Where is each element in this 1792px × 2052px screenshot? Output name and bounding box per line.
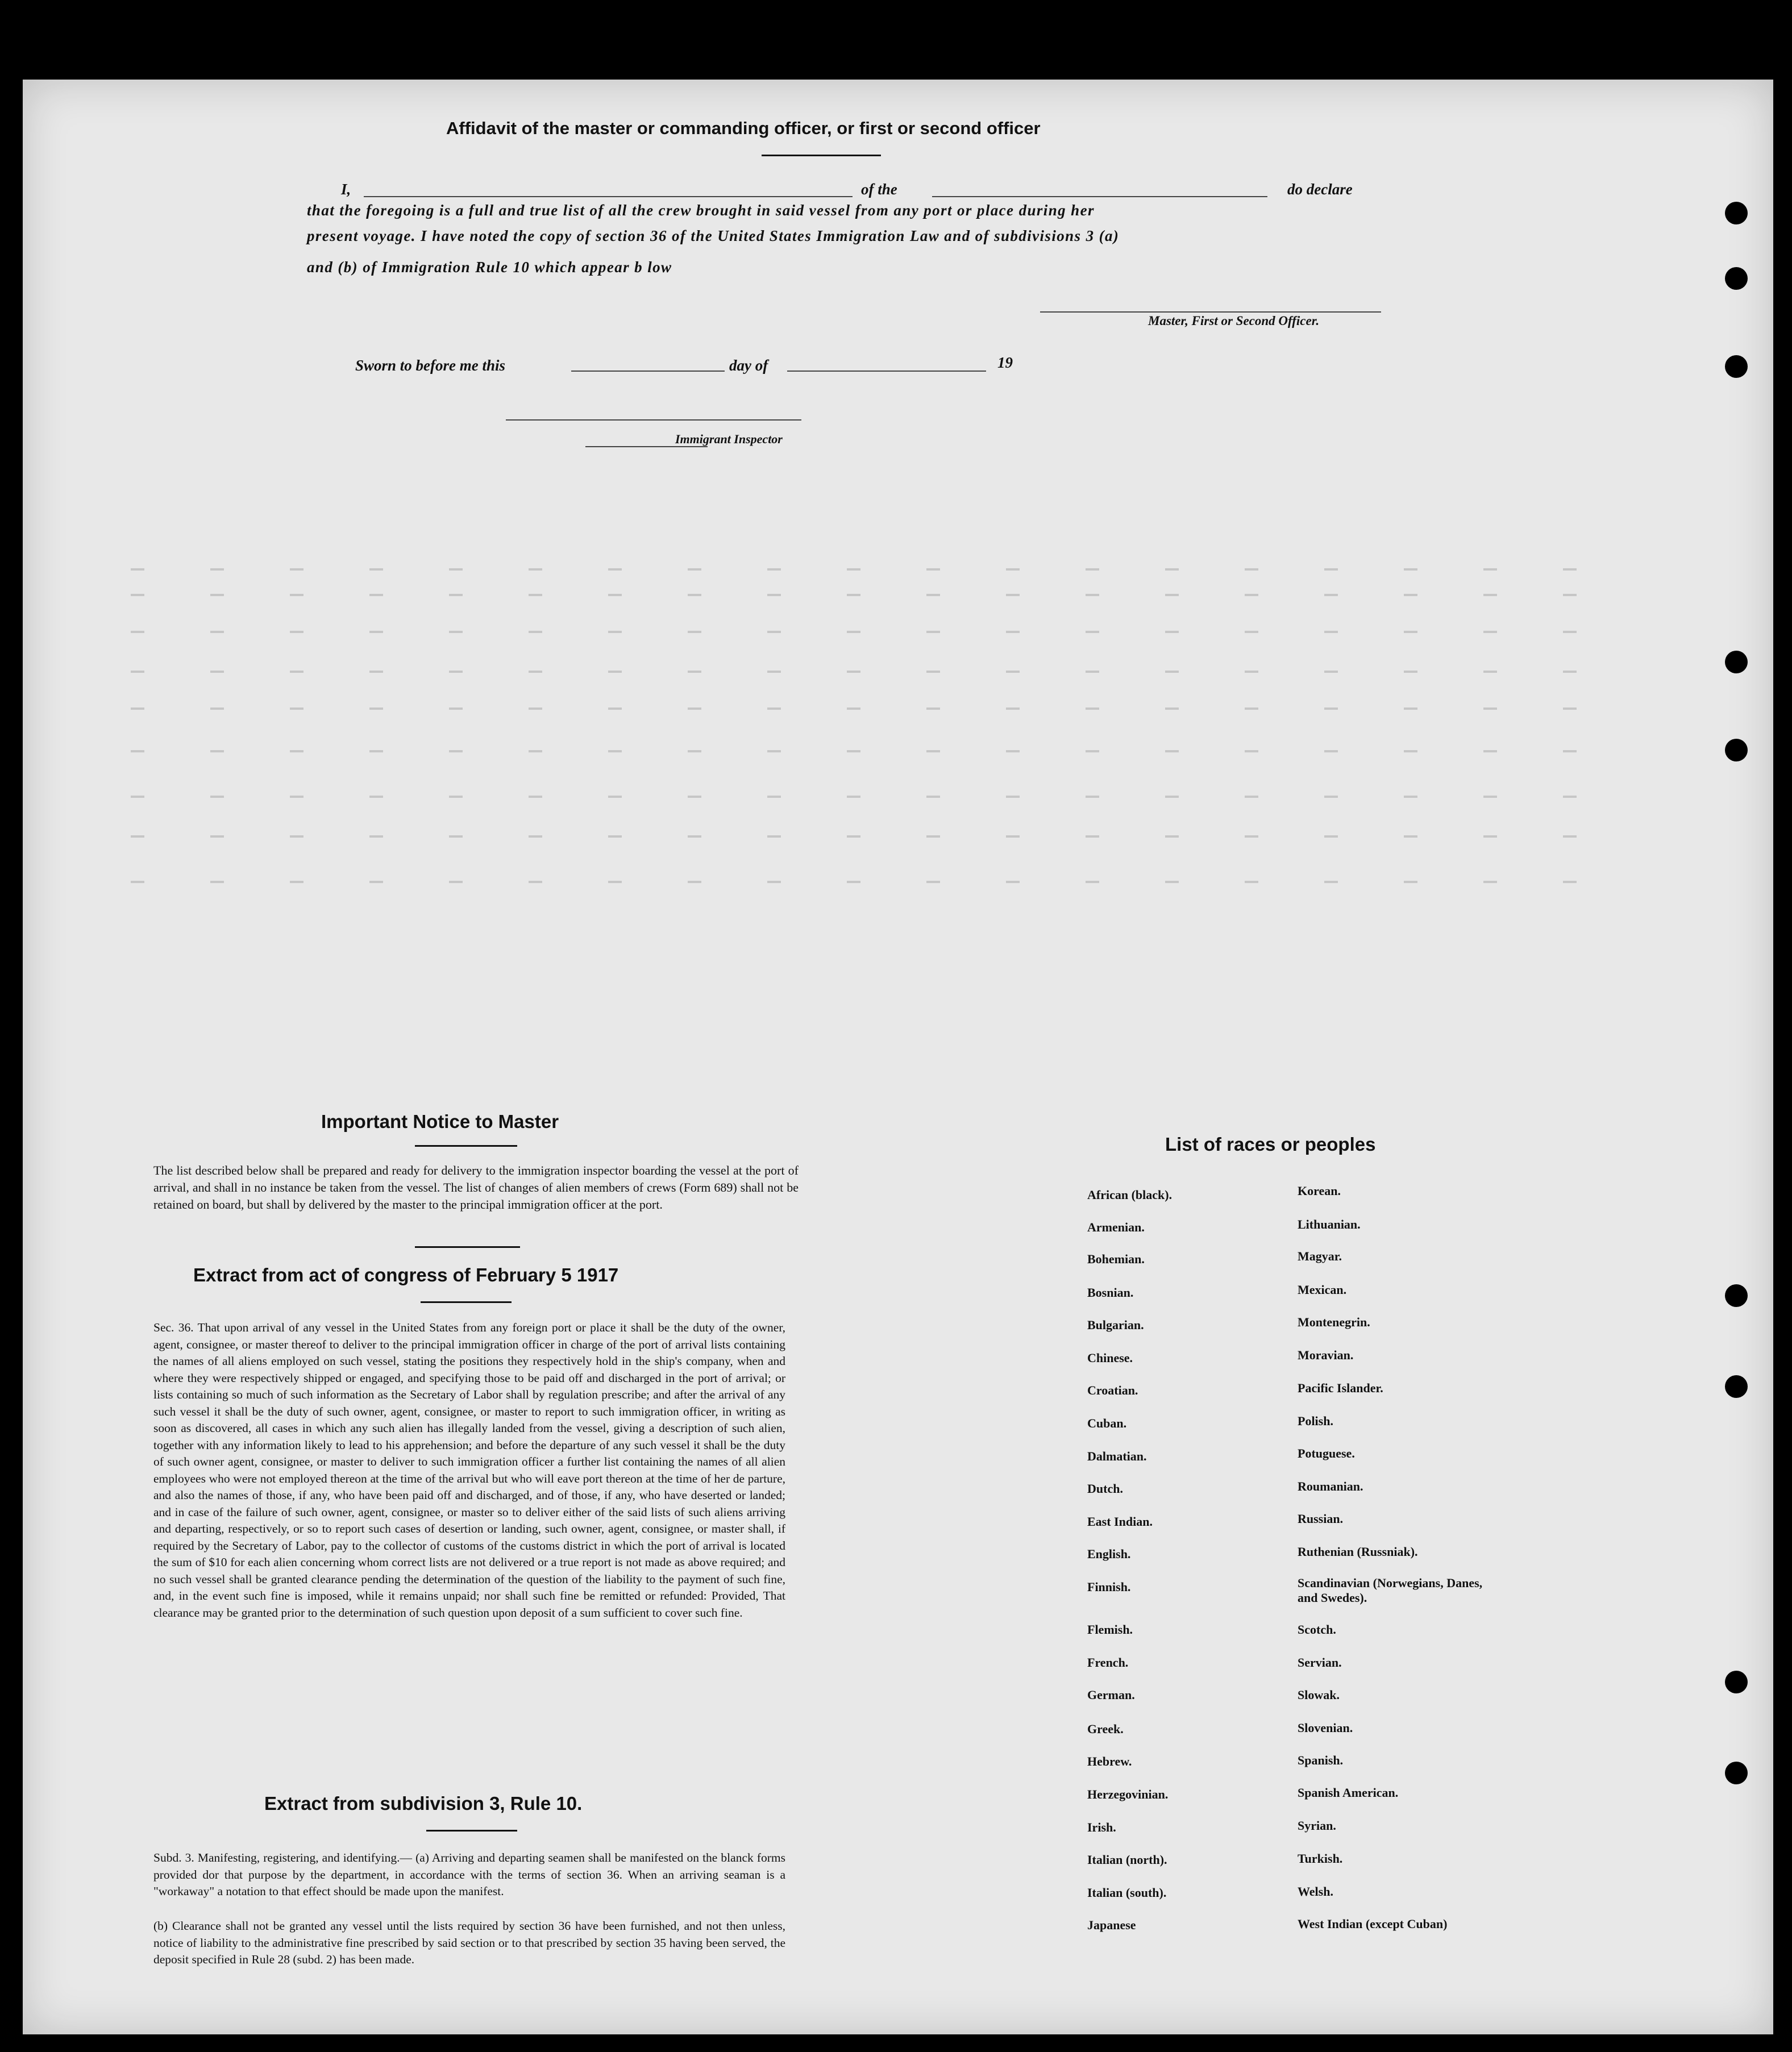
race-item: Korean. [1298,1184,1341,1198]
race-item: Turkish. [1298,1851,1343,1866]
punch-hole [1725,267,1748,290]
race-item: German. [1087,1688,1135,1702]
race-item: Slovenian. [1298,1721,1353,1735]
race-item: French. [1087,1655,1129,1670]
ghost-row [131,568,1586,571]
race-item: Potuguese. [1298,1446,1355,1460]
punch-hole [1725,355,1748,378]
affidavit-title: Affidavit of the master or commanding officer, or first or second officer [446,118,1041,138]
extract-act-text: Sec. 36. That upon arrival of any vessel in the United States from any foreign port or place it shall be the duty of the owner, agent, consignee, or master thereof to deliver to the principal immigration officer in charge of the port of arrival lists containing the names of all aliens employed on such vessel, stating the positions they respectively hold in the ship's company, when and where they were respectively shipped or engaged, and specifying those to be paid off and discharged in the port of arrival; or lists containing so much of such information as the Secretary of Labor shall by regulation prescribe; and after the arrival of any such vessel it shall be the duty of such owner, agent, consignee, or master to report to such immigration officer, in writing as soon as discovered, all cases in which any such alien has illegally landed from the vessel, giving a description of such alien, together with any information likely to lead to his apprehension; and before the departure of any such vessel it shall be the duty of such owner agent, consignee, or master to deliver to such immigration officer a further list containing the names of all alien employees who were not employed thereon at the time of the arrival but who will eave port thereon at the time of her de parture, and also the names of those, if any, who have been paid off and discharged, and of those, if any, who have deserted or landed; and in case of the failure of such owner, agent, consignee, or master so to deliver either of the said lists of such aliens arriving and departing, respectively, or so to report such cases of desertion or landing, such owner, agent, consignee, or master shall, if required by the Secretary of Labor, pay to the collector of customs of the customs district in which the port of arrival is located the sum of $10 for each alien concerning whom correct lists are not delivered or a true report is not made as above required; and no such vessel shall be granted clearance pending the determination of the question of the liability to the payment of such fine, and, in the event such fine is imposed, while it remains unpaid; nor shall such fine be remitted or refunded: Provided, That clearance may be granted prior to the determination of such question upon deposit of a sum sufficient to cover such fine. [153,1321,785,1620]
ghost-row [131,631,1586,633]
extract-act-title: Extract from act of congress of February 5 1917 [193,1264,619,1285]
affidavit-body-line: and (b) of Immigration Rule 10 which appear b low [307,259,672,276]
document-page [23,80,1773,2034]
inspector-signature-blank [506,419,801,421]
ghost-row [131,881,1586,883]
master-signature-label: Master, First or Second Officer. [1148,314,1320,328]
race-item: Finnish. [1087,1580,1131,1594]
affidavit-i-label: I, [341,181,351,198]
race-item: Scotch. [1298,1622,1336,1637]
race-item: Herzegovinian. [1087,1787,1169,1801]
race-item: Polish. [1298,1414,1333,1428]
race-item: Spanish. [1298,1753,1344,1767]
race-item: Lithuanian. [1298,1217,1361,1231]
extract-rule-underline [426,1830,517,1832]
extract-act-underline [421,1301,512,1303]
notice-title: Important Notice to Master [321,1111,559,1132]
extract-rule-text-a: Subd. 3. Manifesting, registering, and identifying.— (a) Arriving and departing seamen shall be manifested on the blanck forms provided dor that purpose by the department, in accordance with the terms of section 36. When an arriving seaman is a "workaway" a notation to that effect should be made upon the manifest. [153,1851,785,1898]
race-item: Moravian. [1298,1348,1354,1362]
race-item: Hebrew. [1087,1754,1132,1768]
notice-title-underline [415,1145,517,1147]
punch-hole [1725,739,1748,761]
race-item: Bohemian. [1087,1252,1145,1266]
punch-hole [1725,1284,1748,1307]
race-item: Syrian. [1298,1818,1336,1833]
race-item: Chinese. [1087,1351,1133,1365]
race-item: Spanish American. [1298,1785,1399,1800]
extract-rule-text-b: (b) Clearance shall not be granted any vessel until the lists required by section 36 have been furnished, and not then unless, notice of liability to the administrative fine prescribed by said section or to that prescribed by section 35 having been served, the deposit specified in Rule 28 (subd. 2) has been made. [153,1919,785,1966]
notice-divider [415,1246,520,1248]
punch-hole [1725,1375,1748,1398]
affidavit-declare-label: do declare [1287,181,1353,198]
race-item: Italian (north). [1087,1853,1167,1867]
year-label: 19 [997,354,1013,371]
ghost-row [131,796,1586,798]
race-item: Mexican. [1298,1283,1347,1297]
affidavit-body-line: present voyage. I have noted the copy of section 36 of the United States Immigration Law and of subdivisions 3 (a) [307,227,1120,244]
race-item: Servian. [1298,1655,1342,1670]
ghost-row [131,835,1586,838]
race-item: East Indian. [1087,1514,1153,1529]
race-item: Scandinavian (Norwegians, Danes, and Swedes). [1298,1576,1483,1605]
race-item: Japanese [1087,1918,1136,1932]
race-item: Flemish. [1087,1622,1133,1637]
race-item: Montenegrin. [1298,1315,1370,1329]
race-item: Magyar. [1298,1249,1342,1263]
sworn-day-blank [571,371,725,372]
race-item: Armenian. [1087,1220,1145,1234]
race-item: Dutch. [1087,1481,1123,1496]
race-item: West Indian (except Cuban) [1298,1917,1448,1931]
race-item: Irish. [1087,1820,1116,1834]
ghost-row [131,750,1586,752]
affidavit-of-label: of the [861,181,897,198]
race-item: Croatian. [1087,1383,1138,1397]
ghost-row [131,707,1586,710]
race-item: Pacific Islander. [1298,1381,1383,1395]
sworn-label: Sworn to before me this [355,357,506,374]
race-item: Greek. [1087,1722,1124,1736]
inspector-label: Immigrant Inspector [675,432,783,446]
sworn-month-blank [787,371,986,372]
races-title: List of races or peoples [1165,1134,1376,1155]
extract-rule-title: Extract from subdivision 3, Rule 10. [264,1793,583,1814]
race-item: African (black). [1087,1188,1173,1202]
punch-hole [1725,202,1748,224]
punch-hole [1725,651,1748,673]
day-of-label: day of [729,357,768,374]
affidavit-title-underline [762,155,881,156]
race-item: Bosnian. [1087,1285,1134,1300]
race-item: Roumanian. [1298,1479,1363,1493]
ghost-row [131,671,1586,673]
race-item: Italian (south). [1087,1885,1167,1900]
race-item: Slowak. [1298,1688,1340,1702]
ghost-row [131,594,1586,596]
race-item: Russian. [1298,1512,1344,1526]
race-item: English. [1087,1547,1131,1561]
notice-text: The list described below shall be prepared and ready for delivery to the immigration inspector boarding the vessel at the port of arrival, and shall in no instance be taken from the vessel. The list of changes of alien members of crews (Form 689) shall not be retained on board, but shall by delivered by the master to the principal immigration officer at the port. [153,1163,799,1212]
punch-hole [1725,1671,1748,1693]
vessel-blank [932,196,1267,197]
name-blank [364,196,853,197]
race-item: Cuban. [1087,1416,1127,1430]
punch-hole [1725,1762,1748,1784]
race-item: Dalmatian. [1087,1449,1147,1463]
race-item: Bulgarian. [1087,1318,1144,1332]
affidavit-body-line: that the foregoing is a full and true list of all the crew brought in said vessel from any port or place during her [307,202,1095,219]
race-item: Ruthenian (Russniak). [1298,1545,1418,1559]
signature-blank [1040,311,1381,313]
bleed-through-header [34,91,63,133]
race-item: Welsh. [1298,1884,1333,1899]
